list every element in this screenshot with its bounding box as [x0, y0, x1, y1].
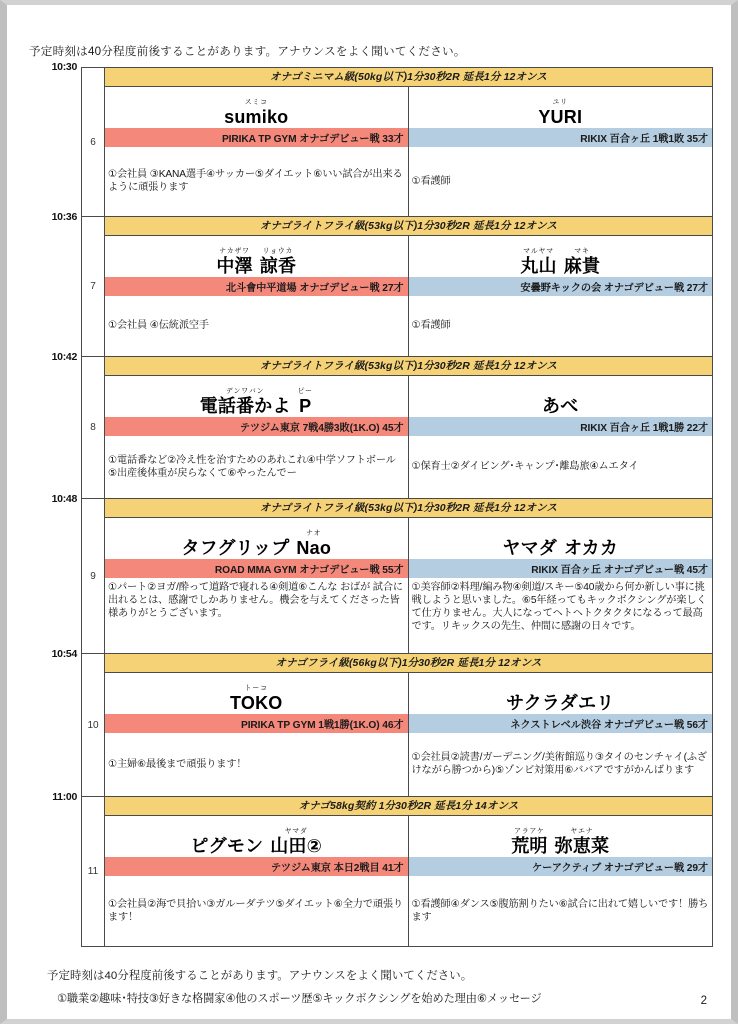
name-segment: [190, 829, 263, 856]
top-note: 予定時刻は40分程度前後することがあります。アナウンスをよく聞いてください。: [29, 45, 466, 58]
name-base: YURI: [538, 107, 583, 128]
name-segment: [224, 100, 288, 127]
furigana-ruby: ヤマダ: [284, 828, 308, 836]
name-segment: [520, 249, 556, 276]
bout-time-cell: [29, 791, 81, 947]
blue-corner: [409, 816, 713, 946]
gym-record-band: RIKIX 百合ヶ丘 1戦1敗 35才: [409, 128, 713, 147]
corner-pair: [105, 816, 712, 946]
weight-class-band: オナゴライトフライ級(53kg以下)1分30秒2R 延長1分 12オンス: [105, 357, 712, 376]
bout-row: [29, 493, 713, 654]
fighter-name: [542, 389, 578, 416]
bout-card: [105, 217, 713, 357]
name-segment: [230, 686, 282, 713]
name-base: タフグリップ: [181, 538, 290, 559]
fighter-name-zone: [105, 673, 408, 714]
blue-corner: [409, 518, 713, 653]
fighter-profile: ①看護師: [411, 320, 451, 332]
furigana-ruby: マキ: [574, 248, 590, 256]
name-base: sumiko: [224, 107, 289, 128]
name-base: 中澤: [216, 256, 253, 277]
gym-record-band: RIKIX 百合ヶ丘 1戦1勝 22才: [409, 417, 713, 436]
weight-class-band: オナゴフライ級(56kg以下)1分30秒2R 延長1分 12オンス: [105, 654, 712, 673]
fighter-name-zone: [105, 376, 408, 417]
bottom-note-legend: ①職業②趣味･特技③好きな格闘家④他のスポーツ歴⑤キックボクシングを始めた理由⑥メッセージ: [57, 993, 542, 1005]
gym-record-band: ケーアクティブ オナゴデビュー戦 29才: [409, 857, 713, 876]
fighter-name: [190, 829, 322, 856]
name-base: TOKO: [230, 693, 283, 714]
blue-corner: [409, 376, 713, 498]
name-segment: [181, 531, 289, 558]
bout-card: [105, 654, 713, 797]
name-segment: [502, 531, 557, 558]
gym-record-band: PIRIKA TP GYM オナゴデビュー戦 33才: [105, 128, 408, 147]
corner-pair: [105, 673, 712, 796]
name-base: あべ: [542, 396, 579, 417]
fighter-profile: ①会社員②読書/ガーデニング/美術館巡り③タイのセンチャイ(ふざけながら勝つから)⑤ゾンビ対策用⑥ババアですがかんばります: [411, 752, 707, 777]
red-corner: [105, 376, 409, 498]
furigana-ruby: アラアケ: [514, 828, 545, 836]
weight-class-band: オナゴライトフライ級(53kg以下)1分30秒2R 延長1分 12オンス: [105, 499, 712, 518]
bout-time-cell: [29, 61, 81, 217]
bout-card: [105, 499, 713, 654]
bout-time: 10:42: [51, 351, 77, 363]
name-segment: [298, 389, 313, 416]
fighter-name: [200, 389, 313, 416]
bout-number: 8: [81, 357, 105, 499]
fighter-profile: ①保育士②ダイビング･キャンプ･離島旅④ムエタイ: [411, 461, 639, 473]
fighter-name: [224, 100, 288, 127]
weight-class-band: オナゴ58kg契約 1分30秒2R 延長1分 14オンス: [105, 797, 712, 816]
bout-time-cell: [29, 493, 81, 654]
bout-card: [105, 797, 713, 947]
furigana-ruby: リョウカ: [262, 248, 294, 256]
bout-number: 11: [81, 797, 105, 947]
bout-time-cell: [29, 351, 81, 499]
fighter-profile: ①美容師②料理/編み物④剣道/スキー⑤40歳から何か新しい事に挑戦しようと思いました。⑥5年経ってもキックボクシングが楽しくて仕方りません。大人になってヘトヘトクタクタになるって最高です。リキックスの先生、仲間に感謝の日々です。: [411, 581, 707, 632]
name-segment: [216, 249, 252, 276]
corner-pair: [105, 518, 712, 653]
bout-time-cell: [29, 648, 81, 797]
name-segment: [542, 389, 578, 416]
fighter-name: [520, 249, 600, 276]
name-segment: [506, 686, 614, 713]
furigana-ruby: マルヤマ: [523, 248, 554, 256]
fighter-name-zone: [105, 236, 408, 277]
fighter-name-zone: [409, 236, 713, 277]
bout-card: [105, 67, 713, 217]
fighter-profile: ①看護師: [411, 175, 451, 187]
fighter-name: [181, 531, 331, 558]
bout-number: 7: [81, 217, 105, 357]
weight-class-band: オナゴライトフライ級(53kg以下)1分30秒2R 延長1分 12オンス: [105, 217, 712, 236]
name-segment: [200, 389, 291, 416]
fighter-name-zone: [105, 87, 408, 128]
fighter-name: [511, 829, 609, 856]
name-base: Nao: [296, 538, 332, 559]
bout-time: 11:00: [52, 791, 77, 803]
gym-record-band: テツジム東京 7戦4勝3敗(1K.O) 45才: [105, 417, 408, 436]
red-corner: [105, 518, 409, 653]
furigana-ruby: デンワバン: [226, 388, 265, 396]
bout-row: [29, 648, 713, 797]
name-segment: [538, 100, 582, 127]
name-segment: [564, 249, 600, 276]
fight-card-schedule: [29, 61, 713, 947]
bout-number: 10: [81, 654, 105, 797]
corner-pair: [105, 87, 712, 216]
bout-time: 10:48: [51, 493, 77, 505]
red-corner: [105, 87, 409, 216]
name-base: ヤマダ: [502, 538, 558, 559]
fighter-profile: ①パート②ヨガ/酔って道路で寝れる④剣道⑥こんな おばが 試合に出れるとは、感謝でしかありません。機会を与えてくださった皆様ありがとうございます。: [108, 581, 403, 619]
red-corner: [105, 673, 409, 796]
gym-record-band: 北斗會中平道場 オナゴデビュー戦 27才: [105, 277, 408, 296]
name-base: オカカ: [564, 538, 619, 559]
fighter-profile: ①会社員②海で貝拾い③ガルーダテツ⑤ダイエット⑥全力で頑張ります！: [108, 898, 403, 923]
bout-time: 10:54: [51, 648, 77, 660]
name-base: P: [299, 396, 312, 417]
name-segment: [270, 829, 322, 856]
bout-row: [29, 351, 713, 499]
weight-class-band: オナゴミニマム級(50kg以下)1分30秒2R 延長1分 12オンス: [105, 68, 712, 87]
name-segment: [260, 249, 296, 276]
blue-corner: [409, 87, 713, 216]
bout-number: 9: [81, 499, 105, 654]
name-base: 諒香: [259, 256, 297, 277]
name-segment: [511, 829, 547, 856]
name-segment: [555, 829, 610, 856]
fighter-name-zone: [409, 376, 713, 417]
furigana-ruby: スミコ: [244, 99, 268, 107]
fighter-name-zone: [409, 87, 713, 128]
name-base: 山田②: [270, 836, 323, 857]
page-content: [7, 5, 731, 1019]
name-base: サクラダエリ: [506, 693, 615, 714]
bout-row: [29, 791, 713, 947]
bout-row: [29, 61, 713, 217]
fighter-profile: ①会社員 ④伝統派空手: [108, 320, 209, 332]
name-base: 弥恵菜: [554, 836, 610, 857]
bout-row: [29, 211, 713, 357]
fighter-name-zone: [409, 518, 713, 559]
gym-record-band: テツジム東京 本日2戦目 41才: [105, 857, 408, 876]
gym-record-band: 安曇野キックの会 オナゴデビュー戦 27才: [409, 277, 713, 296]
name-base: 荒明: [511, 836, 548, 857]
fighter-profile: ①主婦⑥最後まで頑張ります！: [108, 758, 247, 770]
corner-pair: [105, 236, 712, 356]
red-corner: [105, 236, 409, 356]
bout-number: 6: [81, 67, 105, 217]
fighter-profile: ①会社員 ③KANA選手④サッカー⑤ダイエット⑥いい試合が出来るように頑張ります: [108, 169, 403, 194]
fighter-name: [230, 686, 282, 713]
fighter-name: [506, 686, 614, 713]
fighter-name-zone: [409, 673, 713, 714]
name-base: ピグモン: [190, 836, 264, 857]
bottom-notes: [47, 967, 707, 1006]
bout-time-cell: [29, 211, 81, 357]
gym-record-band: ROAD MMA GYM オナゴデビュー戦 55才: [105, 559, 408, 578]
corner-pair: [105, 376, 712, 498]
red-corner: [105, 816, 409, 946]
gym-record-band: RIKIX 百合ヶ丘 オナゴデビュー戦 45才: [409, 559, 713, 578]
fighter-name-zone: [105, 816, 408, 857]
furigana-ruby: ユリ: [552, 99, 568, 107]
furigana-ruby: ヤエナ: [570, 828, 594, 836]
fighter-profile: ①電話番など②冷え性を治すためのあれこれ④中学ソフトボール⑤出産後体重が戻らなくて⑥やったんでー: [108, 454, 396, 479]
bottom-note-schedule-disclaimer: 予定時刻は40分程度前後することがあります。アナウンスをよく聞いてください。: [47, 970, 473, 982]
page-number: 2: [700, 995, 707, 1007]
fighter-profile: ①看護師④ダンス⑤腹筋割りたい⑥試合に出れて嬉しいです！勝ちます: [411, 898, 709, 923]
fighter-name: [538, 100, 582, 127]
blue-corner: [409, 236, 713, 356]
gym-record-band: PIRIKA TP GYM 1戦1勝(1K.O) 46才: [105, 714, 408, 733]
name-segment: [564, 531, 618, 558]
name-base: 麻貴: [563, 256, 601, 277]
furigana-ruby: ナカザワ: [219, 248, 250, 256]
name-base: 丸山: [520, 256, 557, 277]
fighter-name-zone: [409, 816, 713, 857]
furigana-ruby: ナオ: [306, 530, 322, 538]
name-segment: [296, 531, 331, 558]
furigana-ruby: ピー: [297, 388, 313, 396]
fighter-name-zone: [105, 518, 408, 559]
blue-corner: [409, 673, 713, 796]
bout-time: 10:30: [51, 61, 77, 73]
name-base: 電話番かよ: [199, 396, 291, 417]
gym-record-band: ネクストレベル渋谷 オナゴデビュー戦 56才: [409, 714, 713, 733]
bout-card: [105, 357, 713, 499]
fighter-name: [502, 531, 618, 558]
fighter-name: [216, 249, 296, 276]
bout-time: 10:36: [51, 211, 77, 223]
furigana-ruby: トーコ: [244, 685, 268, 693]
